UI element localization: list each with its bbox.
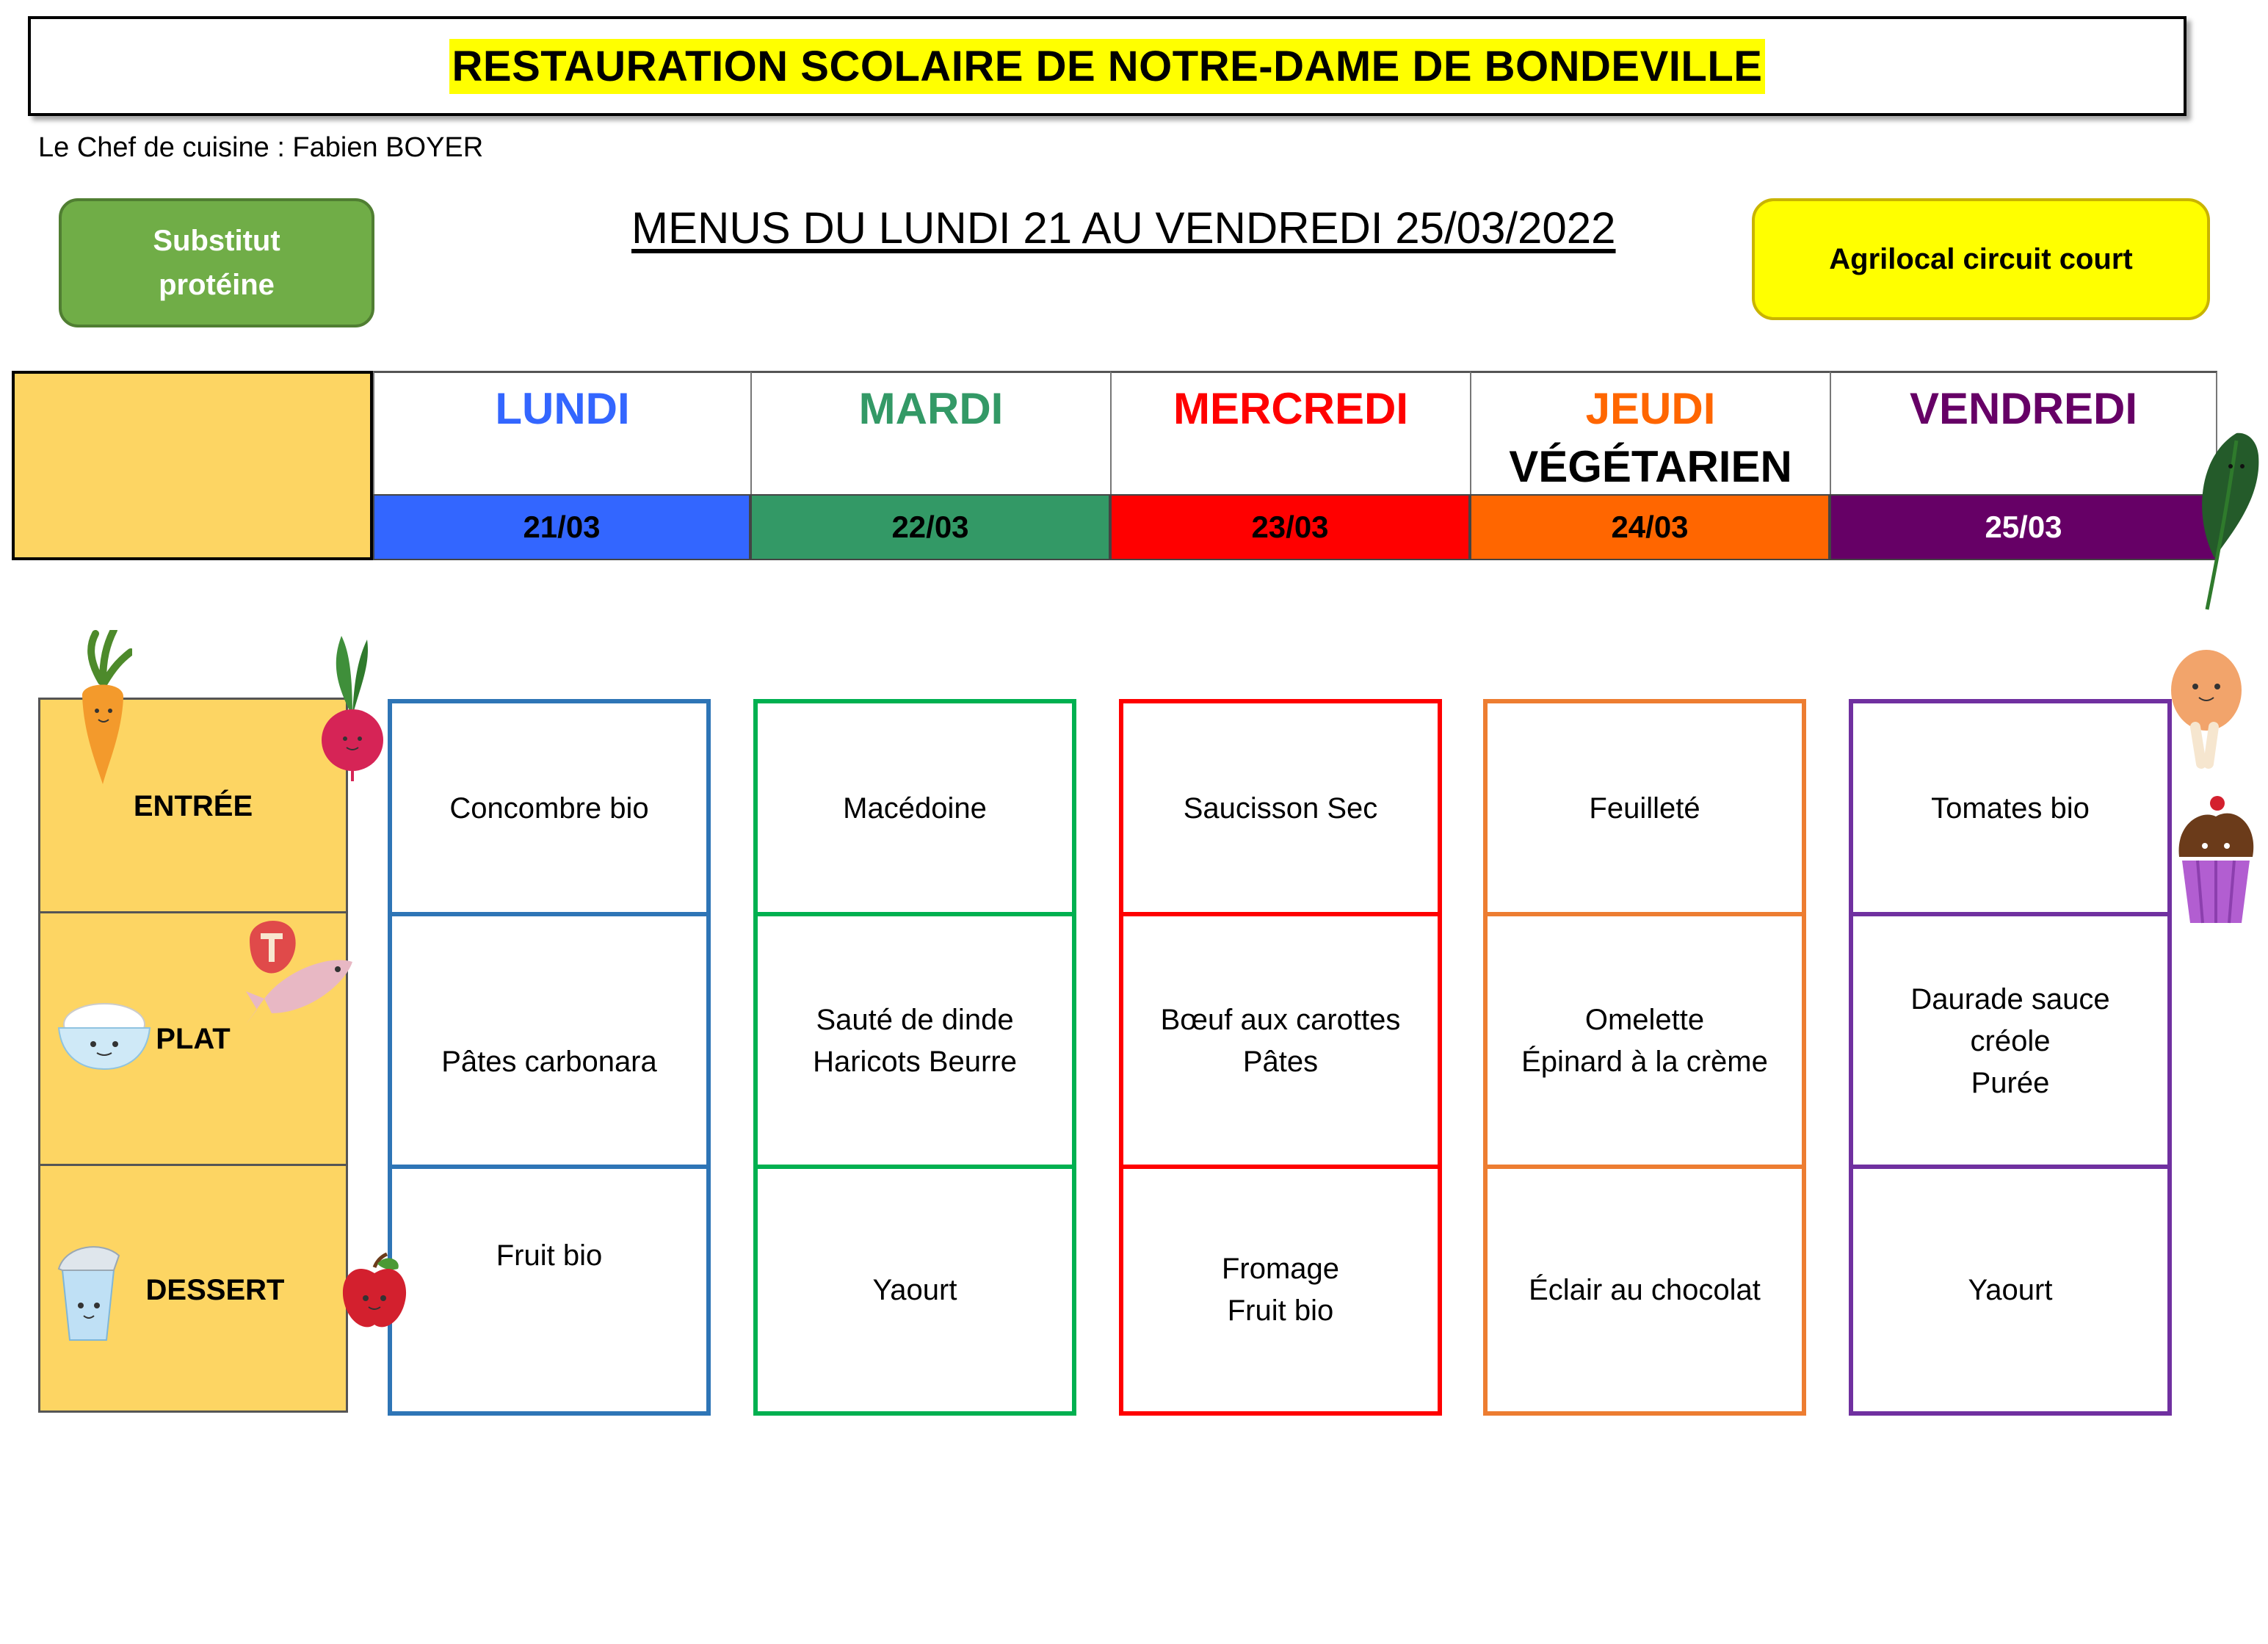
menu-entree: Feuilleté bbox=[1589, 792, 1700, 825]
rice-bowl-icon bbox=[53, 999, 156, 1072]
menus-week-title: MENUS DU LUNDI 21 AU VENDREDI 25/03/2022 bbox=[631, 203, 1616, 253]
day-name: JEUDI bbox=[1585, 384, 1716, 433]
menu-entree: Concombre bio bbox=[449, 792, 649, 825]
menu-plat: Sauté de dinde Haricots Beurre bbox=[813, 1004, 1017, 1078]
day-name: LUNDI bbox=[495, 384, 630, 433]
menu-dessert: Fromage Fruit bio bbox=[1221, 1253, 1340, 1327]
chicken-leg-icon bbox=[2166, 646, 2247, 778]
chef-credit: Le Chef de cuisine : Fabien BOYER bbox=[38, 132, 484, 163]
yogurt-icon bbox=[51, 1241, 125, 1344]
day-header-mercredi bbox=[1110, 371, 1470, 494]
course-label-plat: PLAT bbox=[156, 1022, 231, 1055]
legend-substitut-proteine: Substitut protéine bbox=[59, 198, 374, 327]
day-name: MERCREDI bbox=[1173, 384, 1408, 433]
menu-entree: Macédoine bbox=[843, 792, 987, 825]
radish-icon bbox=[316, 629, 389, 783]
menu-column-mardi bbox=[753, 699, 1076, 1416]
page-title: RESTAURATION SCOLAIRE DE NOTRE-DAME DE BONDEVILLE bbox=[449, 39, 1766, 94]
menu-plat: Pâtes carbonara bbox=[441, 1045, 657, 1078]
day-header-lundi bbox=[373, 371, 750, 494]
course-label-dessert: DESSERT bbox=[145, 1273, 285, 1306]
menu-dessert: Fruit bio bbox=[496, 1239, 603, 1272]
menu-column-lundi bbox=[388, 699, 711, 1416]
menu-column-vendredi bbox=[1849, 699, 2172, 1416]
day-theme-vegetarien: VÉGÉTARIEN bbox=[1509, 442, 1792, 491]
header-corner-cell bbox=[12, 371, 373, 560]
menu-entree: Saucisson Sec bbox=[1183, 792, 1378, 825]
menu-entree: Tomates bio bbox=[1931, 792, 2090, 825]
cupcake-icon bbox=[2172, 794, 2260, 927]
menu-dessert: Yaourt bbox=[1968, 1273, 2053, 1306]
apple-icon bbox=[339, 1253, 410, 1333]
date-vendredi: 25/03 bbox=[1830, 494, 2217, 560]
title-banner bbox=[28, 16, 2187, 116]
day-name: VENDREDI bbox=[1909, 384, 2138, 433]
day-header-mardi bbox=[750, 371, 1110, 494]
menu-column-jeudi bbox=[1483, 699, 1806, 1416]
date-jeudi: 24/03 bbox=[1470, 494, 1830, 560]
day-header-vendredi bbox=[1830, 371, 2217, 494]
day-header-jeudi bbox=[1470, 371, 1830, 494]
spinach-leaf-icon bbox=[2192, 426, 2266, 617]
menu-plat: Bœuf aux carottes Pâtes bbox=[1160, 1004, 1401, 1078]
day-name: MARDI bbox=[858, 384, 1004, 433]
date-lundi: 21/03 bbox=[373, 494, 750, 560]
legend-agrilocal: Agrilocal circuit court bbox=[1752, 198, 2210, 320]
menu-column-mercredi bbox=[1119, 699, 1442, 1416]
menu-plat: Omelette Épinard à la crème bbox=[1521, 1004, 1768, 1078]
carrot-icon bbox=[73, 630, 132, 792]
date-mercredi: 23/03 bbox=[1110, 494, 1470, 560]
menu-dessert: Yaourt bbox=[872, 1273, 957, 1306]
course-label-entree: ENTRÉE bbox=[133, 789, 253, 822]
menu-dessert: Éclair au chocolat bbox=[1529, 1273, 1761, 1306]
date-mardi: 22/03 bbox=[750, 494, 1110, 560]
menu-plat: Daurade sauce créole Purée bbox=[1910, 982, 2110, 1099]
meat-fish-icon bbox=[242, 910, 360, 1028]
